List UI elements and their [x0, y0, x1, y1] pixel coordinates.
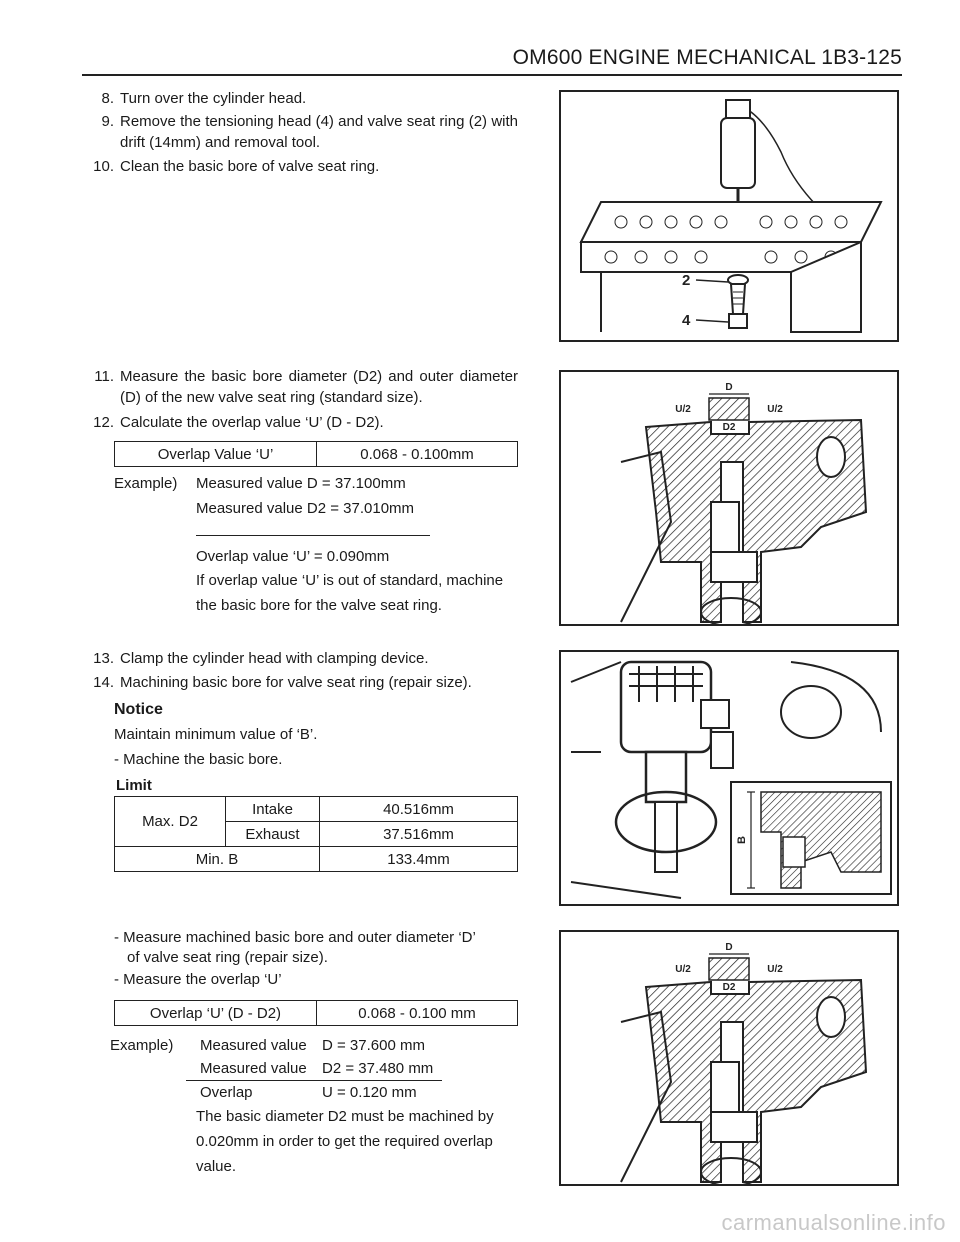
limit-title: Limit: [116, 777, 152, 794]
example-2-line-5: 0.020mm in order to get the required overlap: [196, 1133, 493, 1150]
repair-overlap-section-illustration: [561, 932, 897, 1184]
overlap-repair-table: [114, 1000, 518, 1026]
example-2-line-1-value: D = 37.600 mm: [322, 1037, 425, 1054]
step-number: 10.: [93, 158, 114, 175]
figure-repair-overlap: [559, 930, 899, 1186]
callout-4: 4: [682, 312, 691, 329]
step-text: Turn over the cylinder head.: [120, 90, 307, 107]
valve-seat-removal-illustration: [561, 92, 897, 340]
label-u-left: U/2: [675, 404, 691, 415]
watermark: carmanualsonline.info: [721, 1210, 946, 1235]
example-1-line-3: Overlap value ‘U’ = 0.090mm: [196, 548, 390, 565]
example-1-sum-rule: [196, 535, 430, 536]
example-2-line-2-label: Measured value: [200, 1060, 307, 1077]
step-text: Calculate the overlap value ‘U’ (D - D2).: [120, 414, 384, 431]
header-rule: [82, 74, 902, 76]
step-number: 14.: [93, 674, 114, 691]
step-text: Clamp the cylinder head with clamping device.: [120, 650, 429, 667]
label-d2: D2: [722, 982, 736, 993]
min-b-cell: Min. B: [115, 847, 320, 872]
label-u-right: U/2: [767, 964, 783, 975]
step-13: [80, 648, 518, 669]
step-12: [80, 412, 518, 433]
step-9: [80, 111, 518, 153]
step-text: Clean the basic bore of valve seat ring.: [120, 158, 380, 175]
label-d2: D2: [722, 422, 736, 433]
figure-valve-seat-removal: [559, 90, 899, 342]
step-number: 8.: [101, 90, 114, 107]
max-d2-cell: Max. D2: [115, 797, 226, 847]
example-2-line-1-label: Measured value: [200, 1037, 307, 1054]
figure-overlap-measurement: [559, 370, 899, 626]
repair-bullet-1b: of valve seat ring (repair size).: [127, 949, 328, 966]
overlap-repair-value-cell: 0.068 - 0.100 mm: [317, 1001, 518, 1026]
step-text: Remove the tensioning head (4) and valve seat ring (2) with drift (14mm) and removal tool.: [120, 113, 518, 151]
example-2-line-3-value: U = 0.120 mm: [322, 1084, 417, 1101]
example-1-line-4: If overlap value ‘U’ is out of standard, machine: [196, 572, 504, 589]
label-d: D: [725, 942, 733, 953]
repair-bullet-1a: - Measure machined basic bore and outer diameter ‘D’: [114, 929, 476, 946]
callout-2: 2: [682, 272, 691, 289]
example-2-line-6: value.: [196, 1158, 237, 1175]
exhaust-value-cell: 37.516mm: [320, 822, 518, 847]
example-2-line-4: The basic diameter D2 must be machined by: [196, 1108, 494, 1125]
exhaust-cell: Exhaust: [226, 822, 320, 847]
step-14: [80, 672, 518, 693]
example-2-sum-rule: [186, 1080, 442, 1081]
limit-table: [114, 796, 518, 872]
page-header-title: OM600 ENGINE MECHANICAL 1B3-125: [512, 46, 902, 69]
example-2-line-3-label: Overlap: [200, 1084, 253, 1101]
label-d: D: [725, 382, 733, 393]
step-number: 11.: [94, 368, 114, 385]
step-text: Measure the basic bore diameter (D2) and outer diameter (D) of the new valve seat ring (standard size).: [120, 368, 518, 406]
step-11: [80, 366, 518, 408]
notice-line-1: Maintain minimum value of ‘B’.: [114, 726, 318, 743]
step-8: [80, 88, 518, 109]
intake-value-cell: 40.516mm: [320, 797, 518, 822]
min-b-value-cell: 133.4mm: [320, 847, 518, 872]
label-b: B: [736, 836, 748, 844]
notice-line-2: - Machine the basic bore.: [114, 751, 283, 768]
example-2-line-2-value: D2 = 37.480 mm: [322, 1060, 434, 1077]
figure-bore-machining: [559, 650, 899, 906]
example-1-line-1: Measured value D = 37.100mm: [196, 475, 406, 492]
overlap-section-illustration: [561, 372, 897, 624]
label-u-left: U/2: [675, 964, 691, 975]
step-number: 9.: [101, 113, 114, 130]
example-1-line-5: the basic bore for the valve seat ring.: [196, 597, 442, 614]
overlap-repair-label-cell: Overlap ‘U’ (D - D2): [115, 1001, 317, 1026]
example-2-prefix: Example): [110, 1037, 174, 1054]
overlap-value-table: [114, 441, 518, 467]
step-10: [80, 156, 518, 177]
bore-machining-illustration: [561, 652, 897, 904]
intake-cell: Intake: [226, 797, 320, 822]
example-1-line-2: Measured value D2 = 37.010mm: [196, 500, 415, 517]
overlap-label-cell: Overlap Value ‘U’: [115, 442, 317, 467]
step-number: 13.: [93, 650, 114, 667]
repair-bullet-2: - Measure the overlap ‘U’: [114, 971, 282, 988]
overlap-value-cell: 0.068 - 0.100mm: [317, 442, 518, 467]
step-number: 12.: [93, 414, 114, 431]
example-1-prefix: Example): [114, 475, 178, 492]
label-u-right: U/2: [767, 404, 783, 415]
notice-title: Notice: [114, 701, 163, 718]
step-text: Machining basic bore for valve seat ring (repair size).: [120, 674, 472, 691]
